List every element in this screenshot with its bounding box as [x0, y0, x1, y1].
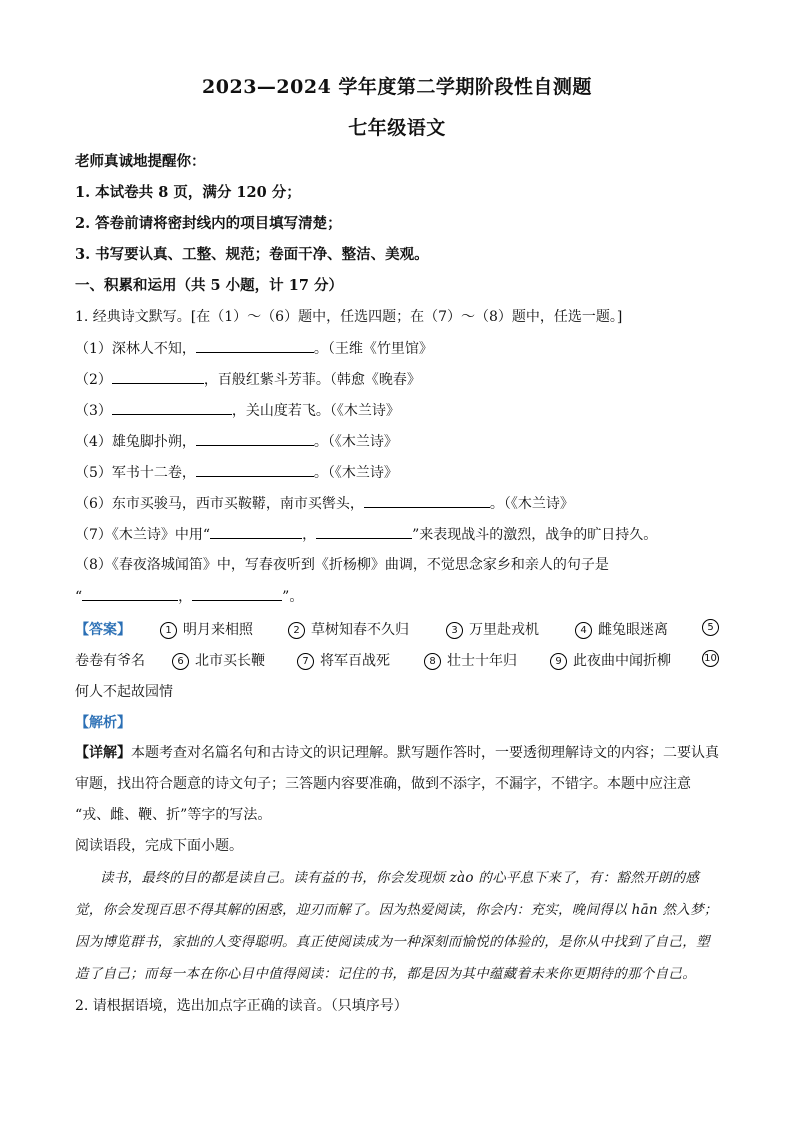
passage-line-3: 因为博览群书，家拙的人变得聪明。真正使阅读成为一种深刻而愉悦的体验的，是你从中找到了自己，塑 [75, 934, 710, 950]
question-2-stem: 2. 请根据语境，选出加点字正确的读音。（只填序号） [75, 998, 408, 1014]
q1-item-4: （4）雄兔脚扑朔， 。（《木兰诗》 [75, 431, 734, 452]
answer-item: 何人不起故园情 [75, 684, 173, 700]
passage-line-4: 造了自己；而每一本在你心目中值得阅读：记住的书，都是因为其中蕴藏着未来你更期待的那个自己。 [75, 966, 696, 982]
circled-number: 10 [702, 650, 719, 667]
reminder-item-1: 1. 本试卷共 8 页，满分 120 分； [75, 184, 301, 201]
analysis-line-2: 审题，找出符合题意的诗文句子；三答题内容要准确，做到不添字，不漏字，不错字。本题中应注意 [75, 776, 691, 792]
answer-blank [210, 524, 302, 539]
analysis-line-1: 【详解】本题考查对名篇名句和古诗文的识记理解。默写题作答时，一要透彻理解诗文的内容；二要认真 [75, 745, 719, 761]
reading-intro: 阅读语段，完成下面小题。 [75, 838, 243, 854]
passage-line-2: 觉，你会发现百思不得其解的困惑，迎刃而解了。因为热爱阅读，你会内：充实，晚间得以 hān 然入梦； [75, 902, 718, 918]
answer-item: 4 雌兔眼迷离 [575, 619, 668, 639]
q1-item-7: （7）《木兰诗》中用“ ， ”来表现战斗的激烈，战争的旷日持久。 [75, 524, 734, 545]
circled-number: 3 [446, 622, 463, 639]
answer-blank [82, 586, 178, 601]
question-1-stem: 1. 经典诗文默写。[在（1）～（6）题中，任选四题；在（7）～（8）题中，任选一题。] [75, 309, 623, 325]
answer-item: 2 草树知春不久归 [288, 619, 409, 639]
exam-title: 2023—2024 学年度第二学期阶段性自测题 [202, 76, 592, 98]
q1-item-1: （1）深林人不知， 。（王维《竹里馆》 [75, 338, 734, 359]
reminder-item-3: 3. 书写要认真、工整、规范；卷面干净、整洁、美观。 [75, 246, 429, 263]
answer-blank [196, 338, 314, 353]
answer-item: 8 壮士十年归 [424, 650, 517, 670]
answer-item [702, 619, 725, 636]
answer-blank [196, 462, 314, 477]
circled-number: 2 [288, 622, 305, 639]
answer-item: 卷卷有爷名 [75, 653, 145, 669]
analysis-label: 【解析】 [75, 715, 131, 731]
answer-item [702, 650, 725, 667]
circled-number: 9 [550, 653, 567, 670]
q1-item-3: （3） ，关山度若飞。（《木兰诗》 [75, 400, 734, 421]
answer-blank [316, 524, 412, 539]
passage-line-1: 读书，最终的目的都是读自己。读有益的书，你会发现烦 zào 的心平息下来了，有：豁然开朗的感 [100, 870, 700, 886]
circled-number: 1 [160, 622, 177, 639]
reminder-heading: 老师真诚地提醒你： [75, 153, 206, 170]
answer-blank [112, 369, 204, 384]
answer-blank [196, 431, 314, 446]
section-heading: 一、积累和运用（共 5 小题，计 17 分） [75, 277, 343, 294]
q1-item-5: （5）军书十二卷， 。（《木兰诗》 [75, 462, 734, 483]
answer-item: 9 此夜曲中闻折柳 [550, 650, 671, 670]
answer-blank [112, 400, 232, 415]
q1-item-8: （8）《春夜洛城闻笛》中，写春夜听到《折杨柳》曲调，不觉思念家乡和亲人的句子是 [75, 557, 609, 573]
answer-blank [192, 586, 282, 601]
answer-item: 6 北市买长鞭 [172, 650, 265, 670]
circled-number: 6 [172, 653, 189, 670]
answer-item: 3 万里赴戎机 [446, 619, 539, 639]
reminder-item-2: 2. 答卷前请将密封线内的项目填写清楚； [75, 215, 342, 232]
circled-number: 8 [424, 653, 441, 670]
circled-number: 7 [297, 653, 314, 670]
analysis-line-3: “戎、雌、鞭、折”等字的写法。 [75, 807, 272, 823]
exam-subtitle: 七年级语文 [348, 117, 446, 139]
answer-label: 【答案】 [75, 622, 131, 638]
q1-item-6: （6）东市买骏马，西市买鞍鞯，南市买辔头， 。（《木兰诗》 [75, 493, 734, 514]
answer-item: 7 将军百战死 [297, 650, 390, 670]
q1-item-8-blanks: “ ， ”。 [75, 586, 734, 607]
circled-number: 4 [575, 622, 592, 639]
answer-item: 1 明月来相照 [160, 619, 253, 639]
circled-number: 5 [702, 619, 719, 636]
answer-blank [364, 493, 490, 508]
q1-item-2: （2） ，百般红紫斗芳菲。（韩愈《晚春》 [75, 369, 734, 390]
